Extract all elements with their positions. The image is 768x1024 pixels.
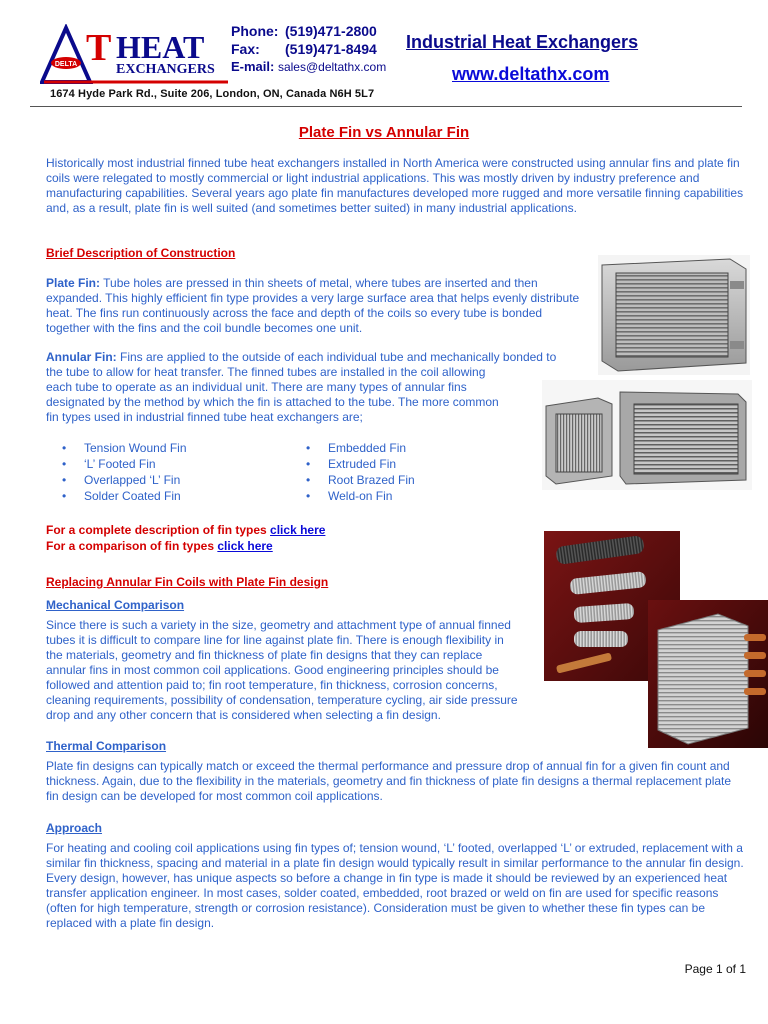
annular-fin-label: Annular Fin: xyxy=(46,350,117,364)
list-item: • ‘L’ Footed Fin xyxy=(62,457,156,471)
annular-line: Annular Fin: Fins are applied to the outside of each individual tube and mechanically bonded to xyxy=(46,350,557,364)
phone-label: Phone: xyxy=(231,23,279,39)
brief-heading: Brief Description of Construction xyxy=(46,246,236,260)
plate-fin-text: Tube holes are pressed in thin sheets of metal, where tubes are inserted and then expanded. This highly efficient fin type provides a very large surface area that helps evenly distribute heat. The fins run continuously across the face and depth of the coils so every tube is bonded together with the fins and the coil bundle becomes one unit. xyxy=(46,276,580,335)
mechanical-paragraph xyxy=(46,618,518,723)
page-title: Plate Fin vs Annular Fin xyxy=(298,124,470,141)
mechanical-line: tubes it is difficult to compare line for line against plate fin. There is enough flexibility in xyxy=(46,633,504,647)
email-row xyxy=(231,58,386,76)
list-item: • Embedded Fin xyxy=(306,441,407,455)
contact-block xyxy=(231,22,386,76)
thermal-paragraph: Plate fin designs can typically match or exceed the thermal performance and pressure drop of annual fin for a given fin count and thickness. Again, due to the flexibility in the materials, geometry and fin thickness of plate fin designs a thermal replacement plate fin design can be developed for most common coil applications. xyxy=(46,759,732,803)
fax-label: Fax: xyxy=(231,41,260,57)
annular-line: the tube to allow for heat transfer. The finned tubes are installed in the coil allowing xyxy=(46,365,486,379)
list-item: • Solder Coated Fin xyxy=(62,489,181,503)
mechanical-line: cleaning requirements, possibility of condensation, temperature cycling, air side pressure xyxy=(46,693,518,707)
fin-description-link[interactable]: click here xyxy=(270,523,326,537)
annular-fin-paragraph xyxy=(46,350,556,425)
email-label: E-mail: xyxy=(231,59,275,74)
thermal-heading: Thermal Comparison xyxy=(46,739,167,753)
mechanical-line: drop and any other concern that is considered when selecting a fin design. xyxy=(46,708,441,722)
logo-heat-text: HEAT xyxy=(116,29,205,65)
logo-delta-text: DELTA xyxy=(54,61,78,68)
brand-title: Industrial Heat Exchangers xyxy=(406,32,639,52)
list-item: • Overlapped ‘L’ Fin xyxy=(62,473,181,487)
list-item: • Extruded Fin xyxy=(306,457,397,471)
phone-row xyxy=(231,22,386,40)
replacing-heading: Replacing Annular Fin Coils with Plate Fin design xyxy=(46,575,329,589)
fin-links xyxy=(46,522,325,554)
website-link[interactable]: www.deltathx.com xyxy=(452,64,610,84)
svg-text:T: T xyxy=(86,27,112,69)
intro-paragraph: Historically most industrial finned tube heat exchangers installed in North America were constructed using annular fins and plate fin coils were relegated to mostly commercial or light industrial applications. This was mostly driven by industry preference and manufacturing capabilities. Several years ago plate fin manufactures developed more rugged and more versatile finning capabilities and, as a result, plate fin is well suited (and sometimes better suited) in many industrial applications. xyxy=(46,156,744,215)
company-logo xyxy=(40,24,230,86)
mechanical-line: annular fins in most common coil applications. Good engineering principles should be xyxy=(46,663,499,677)
fin-description-line: For a complete description of fin types click here xyxy=(46,523,326,537)
plate-fin-paragraph xyxy=(46,276,582,336)
fin-types-list-right xyxy=(306,440,415,504)
approach-heading: Approach xyxy=(46,821,103,835)
mechanical-line: followed and attention paid to; fin root temperature, fin thickness, corrosion concerns, xyxy=(46,678,498,692)
fin-types-list-left xyxy=(62,440,187,504)
plate-fin-label: Plate Fin: xyxy=(46,276,101,290)
annular-fin-coil-image xyxy=(542,380,752,490)
page-number: Page 1 of 1 xyxy=(684,962,746,976)
mechanical-heading: Mechanical Comparison xyxy=(46,598,185,612)
phone-number: (519)471-2800 xyxy=(285,23,377,39)
header-divider xyxy=(30,106,742,107)
plate-fin-coil-image xyxy=(598,255,750,375)
fax-row xyxy=(231,40,386,58)
approach-paragraph: For heating and cooling coil applications using fin types of; tension wound, ‘L’ footed, overlapped ‘L’ or extruded, replacement with a similar fin thickness, spacing and material in a plate fin design would typically result in similar performance to the annular fin design. Every design, however, has unique aspects so before a change in fin type is made it should be reviewed by an experienced heat transfer application engineer. In most cases, solder coated, embedded, root brazed or weld on fin are used for specific reasons (often for high temperature, strength or corrosion resistance). Consideration must be given to whether these fin types can be replaced with a plate fin design. xyxy=(46,841,744,930)
annular-line: each tube to operate as an individual unit. There are many types of annular fins xyxy=(46,380,467,394)
email-link[interactable]: sales@deltathx.com xyxy=(277,60,387,74)
list-item: • Weld-on Fin xyxy=(306,489,393,503)
copper-tube-coil-image xyxy=(648,600,768,748)
mechanical-line: Since there is such a variety in the size, geometry and attachment type of annual finned xyxy=(46,618,511,632)
list-item: • Tension Wound Fin xyxy=(62,441,187,455)
fax-number: (519)471-8494 xyxy=(285,41,377,57)
logo-exchangers-text: EXCHANGERS xyxy=(116,62,215,77)
annular-line: fin types used in industrial finned tube heat exchangers are; xyxy=(46,410,363,424)
mechanical-line: the materials, geometry and fin thickness of plate fin designs that they can replace xyxy=(46,648,483,662)
address: 1674 Hyde Park Rd., Suite 206, London, ON, Canada N6H 5L7 xyxy=(50,88,375,100)
fin-comparison-line: For a comparison of fin types click here xyxy=(46,539,273,553)
fin-comparison-link[interactable]: click here xyxy=(217,539,273,553)
annular-line: designated by the method by which the fin is attached to the tube. The more common xyxy=(46,395,499,409)
list-item: • Root Brazed Fin xyxy=(306,473,415,487)
